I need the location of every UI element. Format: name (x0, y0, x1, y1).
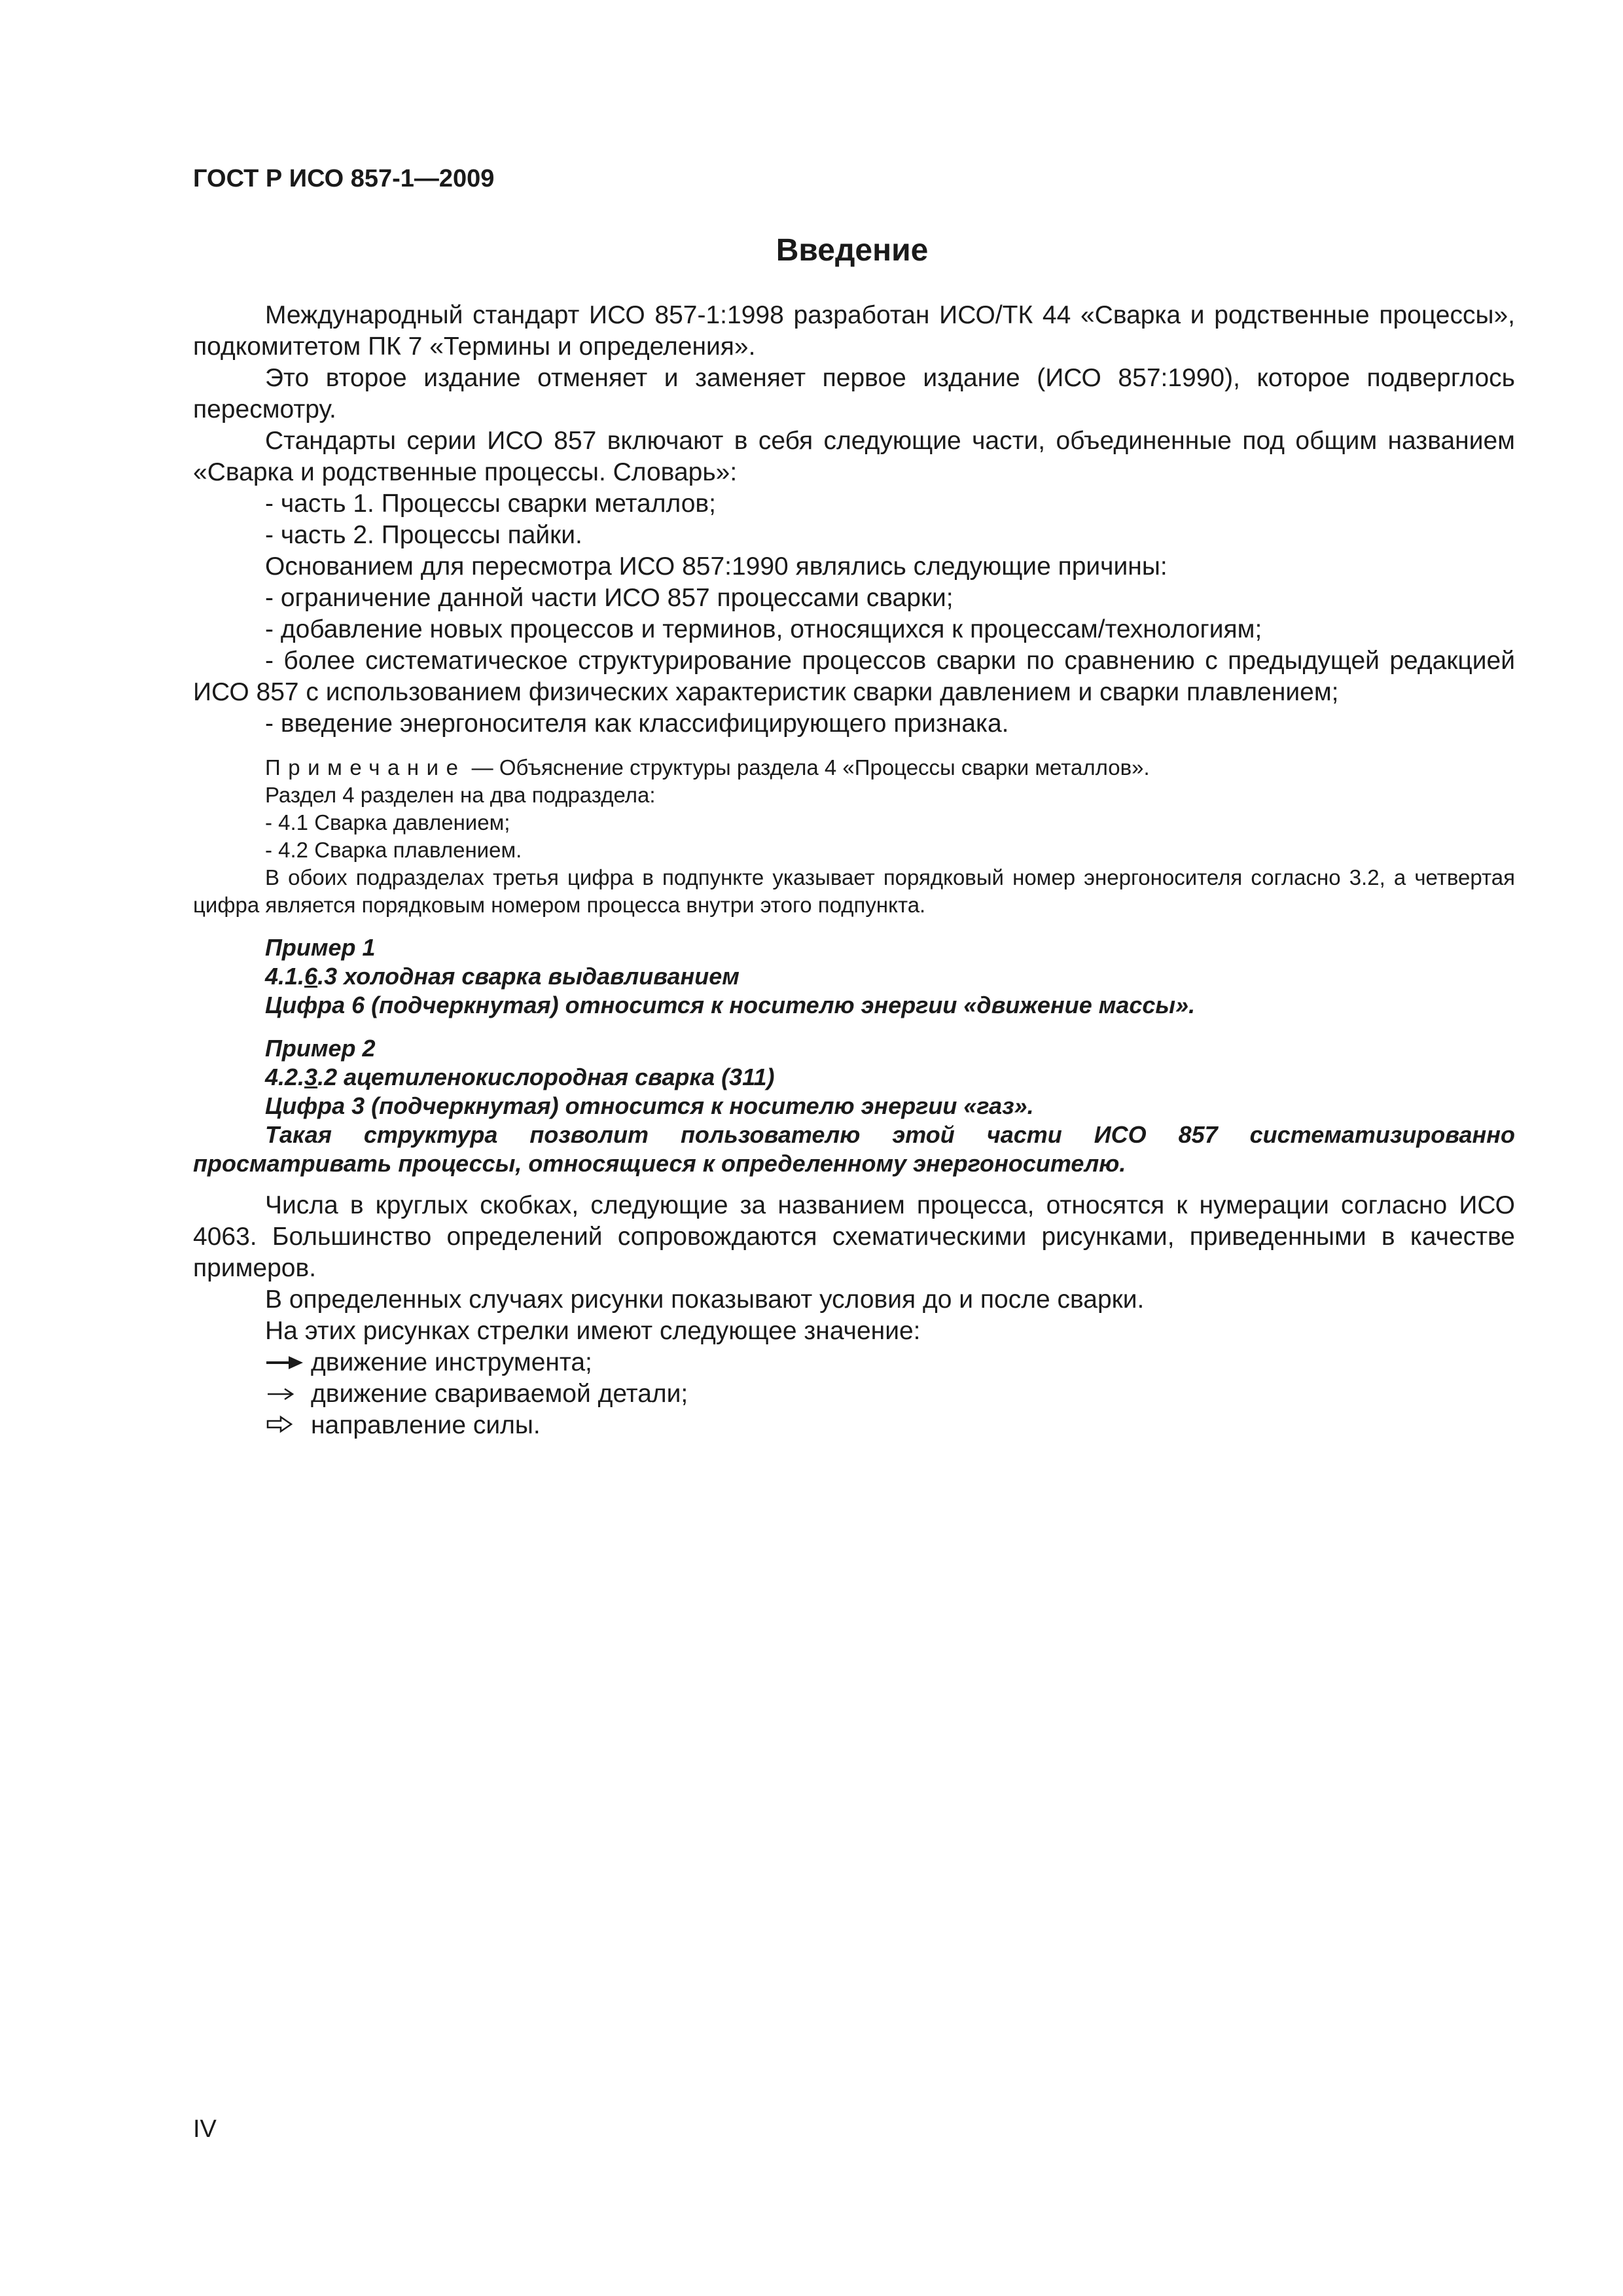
arrow-item-text: движение свариваемой детали; (311, 1380, 688, 1408)
example-code-underlined: 3 (304, 1064, 318, 1090)
note-line (193, 754, 1515, 781)
example-line: Цифра 6 (подчеркнутая) относится к носителю энергии «движение массы». (265, 992, 1196, 1018)
list-item: - часть 2. Процессы пайки. (265, 521, 582, 549)
paragraph: На этих рисунках стрелки имеют следующее значение: (265, 1317, 921, 1345)
note-block (193, 754, 1515, 919)
arrow-item-text: движение инструмента; (311, 1348, 592, 1376)
hollow-arrow-icon (265, 1410, 311, 1441)
example-heading: Пример 1 (265, 934, 376, 961)
list-item: - более систематическое структурирование процессов сварки по сравнению с предыдущей редакцией ИСО 857 с использованием физических характеристик сварки давлением и сварки плавлением; (193, 647, 1515, 706)
example-code (193, 962, 1515, 991)
list-item: - введение энергоносителя как классифицирующего признака. (265, 709, 1009, 738)
note-line: Раздел 4 разделен на два подраздела: (265, 783, 656, 807)
paragraph: Международный стандарт ИСО 857-1:1998 разработан ИСО/ТК 44 «Сварка и родственные процессы», подкомитетом ПК 7 «Термины и определения». (193, 301, 1515, 361)
example-line: Цифра 3 (подчеркнутая) относится к носителю энергии «газ». (265, 1092, 1034, 1119)
paragraph: Числа в круглых скобках, следующие за названием процесса, относятся к нумерации согласно ИСО 4063. Большинство определений сопровождаются схематическими рисунками, приведенными в качестве примеров. (193, 1191, 1515, 1282)
arrow-item (193, 1378, 1515, 1410)
after-section (193, 1190, 1515, 1441)
note-line: В обоих подразделах третья цифра в подпункте указывает порядковый номер энергоносителя согласно 3.2, а четвертая цифра является порядковым номером процесса внутри этого подпункта. (193, 865, 1515, 917)
paragraph: Стандарты серии ИСО 857 включают в себя следующие части, объединенные под общим названием «Сварка и родственные процессы. Словарь»: (193, 427, 1515, 486)
document-body (193, 300, 1515, 1441)
example-1 (193, 933, 1515, 1020)
tool-arrow-icon (265, 1347, 311, 1378)
example-2 (193, 1034, 1515, 1178)
example-code-part: 4.1. (265, 963, 305, 990)
arrow-item (193, 1410, 1515, 1441)
note-list-item: - 4.1 Сварка давлением; (265, 810, 510, 834)
arrow-item (193, 1347, 1515, 1378)
page-number: IV (193, 2115, 217, 2143)
arrow-item-text: направление силы. (311, 1411, 541, 1439)
list-item: - добавление новых процессов и терминов, относящихся к процессам/технологиям; (265, 615, 1262, 643)
section-title: Введение (776, 233, 929, 268)
paragraph: В определенных случаях рисунки показывают условия до и после сварки. (265, 1285, 1145, 1314)
list-item: - ограничение данной части ИСО 857 процессами сварки; (265, 584, 954, 612)
note-list-item: - 4.2 Сварка плавлением. (265, 838, 522, 862)
example-heading: Пример 2 (265, 1035, 376, 1062)
list-item: - часть 1. Процессы сварки металлов; (265, 490, 716, 518)
example-code (193, 1063, 1515, 1092)
thin-arrow-icon (265, 1378, 311, 1410)
example-code-underlined: 6 (304, 963, 318, 990)
note-label: Примечание (265, 755, 466, 780)
example-code-part: .2 ацетиленокислородная сварка (311) (317, 1064, 775, 1090)
example-conclusion: Такая структура позволит пользователю этой части ИСО 857 систематизированно просматривать процессы, относящиеся к определенному энергоносителю. (193, 1121, 1515, 1177)
paragraph: Это второе издание отменяет и заменяет первое издание (ИСО 857:1990), которое подверглось пересмотру. (193, 364, 1515, 423)
example-code-part: .3 холодная сварка выдавливанием (317, 963, 740, 990)
note-text: — Объяснение структуры раздела 4 «Процессы сварки металлов». (465, 755, 1150, 780)
document-code: ГОСТ Р ИСО 857-1—2009 (193, 165, 495, 192)
example-code-part: 4.2. (265, 1064, 305, 1090)
paragraph: Основанием для пересмотра ИСО 857:1990 являлись следующие причины: (265, 552, 1168, 581)
